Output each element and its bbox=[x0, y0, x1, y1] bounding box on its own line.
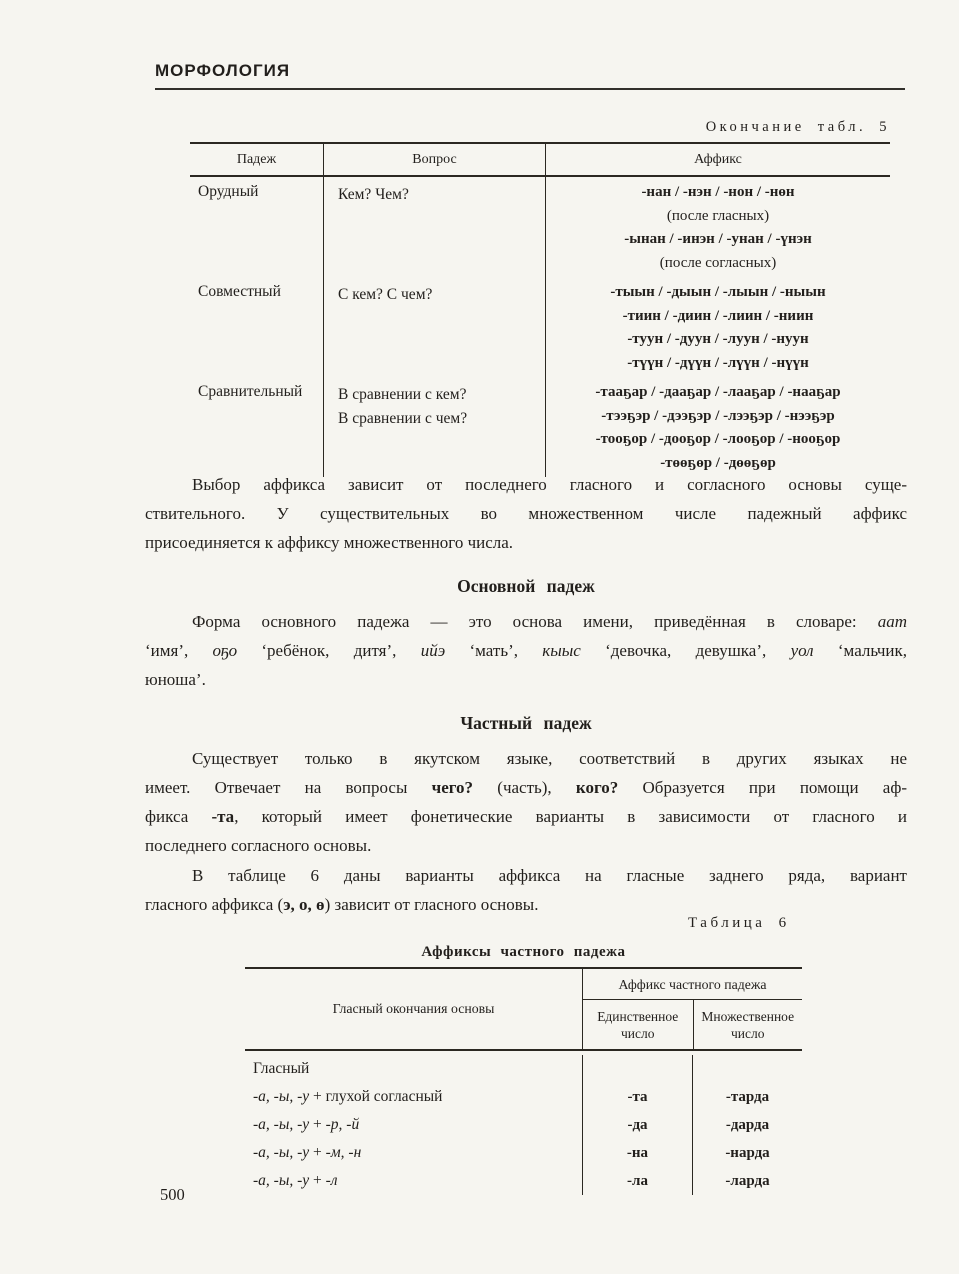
table6-header-singular: Единственное число bbox=[597, 1009, 679, 1041]
table5-row1-question: Кем? Чем? bbox=[323, 177, 545, 277]
section-heading-partitive-case: Частный падеж bbox=[460, 713, 592, 733]
paragraph-partitive-case: Существует только в якутском языке, соответствий в других языках не имеет. Отвечает на вопросы чего? (часть), кого? Образуется при помощи аф- фикса -та, который имеет фонетические варианты в зависимости от гласного и последнего согласного основы. bbox=[145, 749, 908, 855]
table6-header-affix-group: Аффикс частного падежа Единственное число Множественное число bbox=[582, 969, 802, 1049]
table6-title: Аффиксы частного падежа bbox=[421, 944, 626, 960]
table6-label: Таблица 6 bbox=[688, 915, 790, 931]
table5-row2-affixes: -тыын / -дыын / -лыын / -ныын -тиин / -диин / -лиин / -ниин -туун / -дуун / -луун / -нуун -түүн / -дүүн / -лүүн / -нүүн bbox=[545, 277, 890, 377]
table6-header-plural: Множественное число bbox=[693, 1000, 803, 1049]
paragraph-table6-intro: В таблице 6 даны варианты аффикса на гласные заднего ряда, вариант гласного аффикса (э, о, ө) зависит от гласного основы. bbox=[145, 866, 907, 914]
table5-header-question: Вопрос bbox=[323, 144, 545, 175]
table-row: -а, -ы, -у + -р, -й -да -дарда bbox=[245, 1111, 802, 1139]
table5-header-row bbox=[190, 142, 890, 177]
table5-row3-question: В сравнении с кем? В сравнении с чем? bbox=[323, 377, 545, 477]
header-rule bbox=[155, 88, 905, 90]
table5-header-case: Падеж bbox=[236, 152, 277, 167]
table5-header-affix: Аффикс bbox=[545, 144, 890, 175]
table-row: -а, -ы, -у + глухой согласный -та -тарда bbox=[245, 1083, 802, 1111]
page-number: 500 bbox=[160, 1185, 185, 1204]
table6-header-ending: Гласный окончания основы bbox=[332, 1001, 495, 1016]
table6-partitive-affixes bbox=[245, 967, 802, 1195]
table5-row1-case: Орудный bbox=[198, 183, 259, 200]
section-heading-basic-case: Основной падеж bbox=[457, 576, 595, 596]
paragraph-affix-choice: Выбор аффикса зависит от последнего гласного и согласного основы суще- ствительного. У существительных во множественном числе падежный аффикс присоединяется к аффиксу множественного числа. bbox=[145, 475, 907, 552]
table5-body bbox=[190, 177, 890, 477]
paragraph-basic-case: Форма основного падежа — это основа имени, приведённая в словаре: аат ‘имя’, оҕо ‘ребёнок, дитя’, ийэ ‘мать’, кыыс ‘девочка, девушка’, уол ‘мальчик, юноша’. bbox=[145, 612, 907, 689]
table5-row3-affixes: -тааҕар / -дааҕар / -лааҕар / -нааҕар -тээҕэр / -дээҕэр / -лээҕэр / -нээҕэр -тооҕор / -дооҕор / -лооҕор / -нооҕор -төөҕөр / -дөөҕөр bbox=[545, 377, 890, 477]
table5-row2-question: С кем? С чем? bbox=[323, 277, 545, 377]
table6-header bbox=[245, 967, 802, 1051]
table5-row2-case: Совместный bbox=[198, 283, 281, 300]
table5-case-endings bbox=[190, 142, 890, 477]
table-row: -а, -ы, -у + -л -ла -ларда bbox=[245, 1167, 802, 1195]
running-head: МОРФОЛОГИЯ bbox=[155, 61, 291, 80]
table5-row3-case: Сравнительный bbox=[198, 383, 303, 400]
table5-caption: Окончание табл. 5 bbox=[705, 119, 890, 135]
table5-row1-affixes: -нан / -нэн / -нон / -нөн (после гласных) -ынан / -инэн / -унан / -үнэн (после согласных) bbox=[545, 177, 890, 277]
table6-group-label-row: Гласный bbox=[245, 1051, 802, 1083]
table-row: -а, -ы, -у + -м, -н -на -нарда bbox=[245, 1139, 802, 1167]
